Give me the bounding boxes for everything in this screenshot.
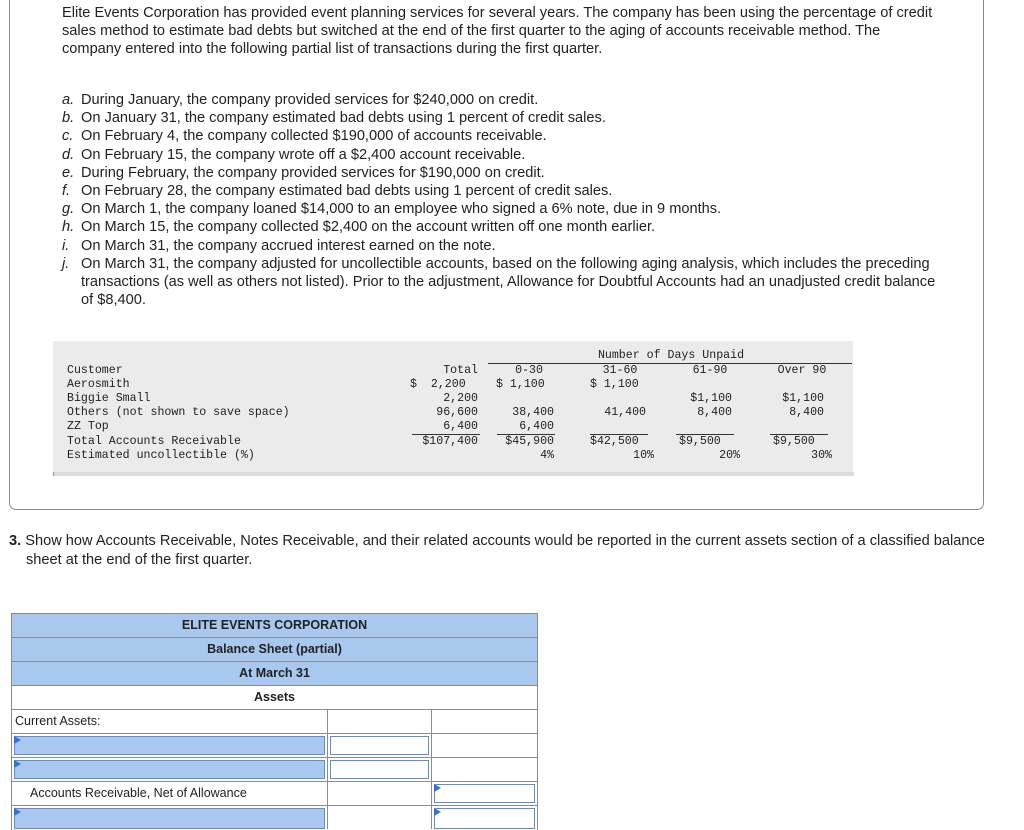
aging-table-scrollbar[interactable] xyxy=(53,472,854,476)
aging-header-customer: Customer xyxy=(67,364,123,377)
aging-row-over-90: $9,500 xyxy=(773,435,815,448)
aging-row-61-90: 8,400 xyxy=(697,406,732,419)
aging-row-0-30: 4% xyxy=(540,449,554,462)
aging-row-customer: Others (not shown to save space) xyxy=(67,406,290,419)
current-assets-label: Current Assets: xyxy=(12,710,328,733)
transaction-letter: j. xyxy=(62,255,70,272)
transaction-letter: i. xyxy=(62,237,70,254)
transaction-item xyxy=(62,255,942,310)
transaction-list xyxy=(62,91,942,309)
transaction-text: On January 31, the company estimated bad debts using 1 percent of credit sales. xyxy=(81,110,606,127)
aging-row-customer: Total Accounts Receivable xyxy=(67,435,241,448)
dropdown-marker-icon xyxy=(14,736,21,744)
account-name-dropdown[interactable] xyxy=(14,736,325,755)
amount-input[interactable] xyxy=(434,808,535,829)
transaction-text: On March 1, the company loaned $14,000 to an employee who signed a 6% note, due in 9 months. xyxy=(81,201,722,218)
aging-row-0-30: 38,400 xyxy=(512,406,554,419)
aging-row-total: 6,400 xyxy=(443,420,478,433)
question-3 xyxy=(9,532,1016,569)
aging-row-31-60: 10% xyxy=(633,449,654,462)
dropdown-marker-icon xyxy=(14,808,21,816)
transaction-item xyxy=(62,200,942,218)
bs-cell xyxy=(12,758,328,781)
transaction-item xyxy=(62,164,942,182)
transaction-item xyxy=(62,218,942,236)
aging-row-over-90: $1,100 xyxy=(782,392,824,405)
transaction-item xyxy=(62,109,942,127)
bs-cell xyxy=(328,710,432,733)
transaction-letter: e. xyxy=(62,164,75,181)
transaction-text: On February 4, the company collected $190,000 of accounts receivable. xyxy=(81,128,547,145)
bs-cell xyxy=(328,806,432,829)
transaction-text: During January, the company provided services for $240,000 on credit. xyxy=(81,92,539,108)
bs-section-assets: Assets xyxy=(12,686,537,710)
transaction-text: On March 15, the company collected $2,400 on the account written off one month earlier. xyxy=(81,219,656,236)
transaction-text: On March 31, the company accrued interest earned on the note. xyxy=(81,237,496,254)
aging-header-total: Total xyxy=(443,364,478,377)
transaction-text: On March 31, the company adjusted for uncollectible accounts, based on the following aging analysis, which includes the preceding transactions (as well as others not listed). Prior to the adjustment, Allowance for Doubtful Accounts had an unadjusted credit balance of $8,400. xyxy=(81,255,936,309)
aging-row-31-60: $ 1,100 xyxy=(590,378,639,391)
ar-net-amount-input[interactable] xyxy=(434,784,535,803)
aging-row-0-30: 6,400 xyxy=(519,420,554,433)
aging-row-over-90: 30% xyxy=(811,449,832,462)
amount-input[interactable] xyxy=(330,736,429,755)
bs-cell xyxy=(12,734,328,757)
bs-cell xyxy=(432,806,537,829)
aging-row-total: $107,400 xyxy=(422,435,478,448)
bs-company-name: ELITE EVENTS CORPORATION xyxy=(12,614,537,638)
transaction-letter: g. xyxy=(62,201,75,218)
aging-header-31-60: 31-60 xyxy=(602,364,638,377)
transaction-text: On February 28, the company estimated bad debts using 1 percent of credit sales. xyxy=(81,183,613,200)
aging-header-0-30: 0-30 xyxy=(515,364,543,377)
bs-title: Balance Sheet (partial) xyxy=(12,638,537,662)
transaction-item xyxy=(62,91,942,109)
transaction-item xyxy=(62,237,942,255)
bs-input-row xyxy=(12,806,537,829)
account-name-dropdown[interactable] xyxy=(14,760,325,779)
aging-group-header: Number of Days Unpaid xyxy=(597,349,745,362)
transaction-letter: f. xyxy=(62,183,71,200)
bs-cell xyxy=(432,734,537,757)
bs-cell xyxy=(328,758,432,781)
transaction-item xyxy=(62,127,942,145)
dropdown-marker-icon xyxy=(434,808,441,816)
bs-row-ar-net xyxy=(12,782,537,806)
bs-cell xyxy=(328,782,432,805)
aging-row-61-90: 20% xyxy=(719,449,740,462)
bs-input-row xyxy=(12,758,537,782)
bs-cell xyxy=(432,782,537,805)
balance-sheet-form xyxy=(11,613,538,830)
transaction-letter: c. xyxy=(62,128,74,145)
bs-cell xyxy=(432,758,537,781)
aging-row-customer: Estimated uncollectible (%) xyxy=(67,449,255,462)
ar-net-label: Accounts Receivable, Net of Allowance xyxy=(12,782,328,805)
transaction-item xyxy=(62,182,942,200)
aging-row-customer: ZZ Top xyxy=(67,420,109,433)
aging-row-31-60: 41,400 xyxy=(604,406,646,419)
aging-header-over-90: Over 90 xyxy=(777,364,827,377)
aging-row-61-90: $1,100 xyxy=(690,392,732,405)
aging-row-over-90: 8,400 xyxy=(789,406,824,419)
aging-row-total: 2,200 xyxy=(443,392,478,405)
bs-cell xyxy=(432,710,537,733)
problem-intro: Elite Events Corporation has provided event planning services for several years. The company has been using the percentage of credit sales method to estimate bad debts but switched at the end of the first quarter to the aging of accounts receivable method. The company entered into the following partial list of transactions during the first quarter. xyxy=(62,5,933,57)
aging-row-customer: Aerosmith xyxy=(67,378,130,391)
bs-row-current-assets xyxy=(12,710,537,734)
amount-input[interactable] xyxy=(330,760,429,779)
dropdown-marker-icon xyxy=(14,760,21,768)
transaction-text: During February, the company provided services for $190,000 on credit. xyxy=(81,164,545,181)
aging-row-61-90: $9,500 xyxy=(679,435,721,448)
bs-date: At March 31 xyxy=(12,662,537,686)
question-text: Show how Accounts Receivable, Notes Receivable, and their related accounts would be reported in the current assets section of a classified balance sheet at the end of the first quarter. xyxy=(25,533,985,568)
transaction-letter: b. xyxy=(62,110,75,127)
transaction-letter: d. xyxy=(62,146,75,163)
aging-row-total: $ 2,200 xyxy=(410,378,466,391)
bs-cell xyxy=(12,806,328,829)
dropdown-marker-icon xyxy=(434,784,441,792)
account-name-dropdown[interactable] xyxy=(14,808,325,829)
bs-cell xyxy=(328,734,432,757)
question-number: 3. xyxy=(9,533,22,549)
aging-row-31-60: $42,500 xyxy=(590,435,639,448)
aging-row-total: 96,600 xyxy=(436,406,478,419)
transaction-letter: a. xyxy=(62,92,75,108)
transaction-item xyxy=(62,146,942,164)
aging-header-61-90: 61-90 xyxy=(692,364,728,377)
bs-input-row xyxy=(12,734,537,758)
aging-row-customer: Biggie Small xyxy=(67,392,151,405)
aging-row-0-30: $ 1,100 xyxy=(496,378,545,391)
aging-row-0-30: $45,900 xyxy=(505,435,554,448)
transaction-text: On February 15, the company wrote off a $2,400 account receivable. xyxy=(81,146,526,163)
transaction-letter: h. xyxy=(62,219,75,236)
